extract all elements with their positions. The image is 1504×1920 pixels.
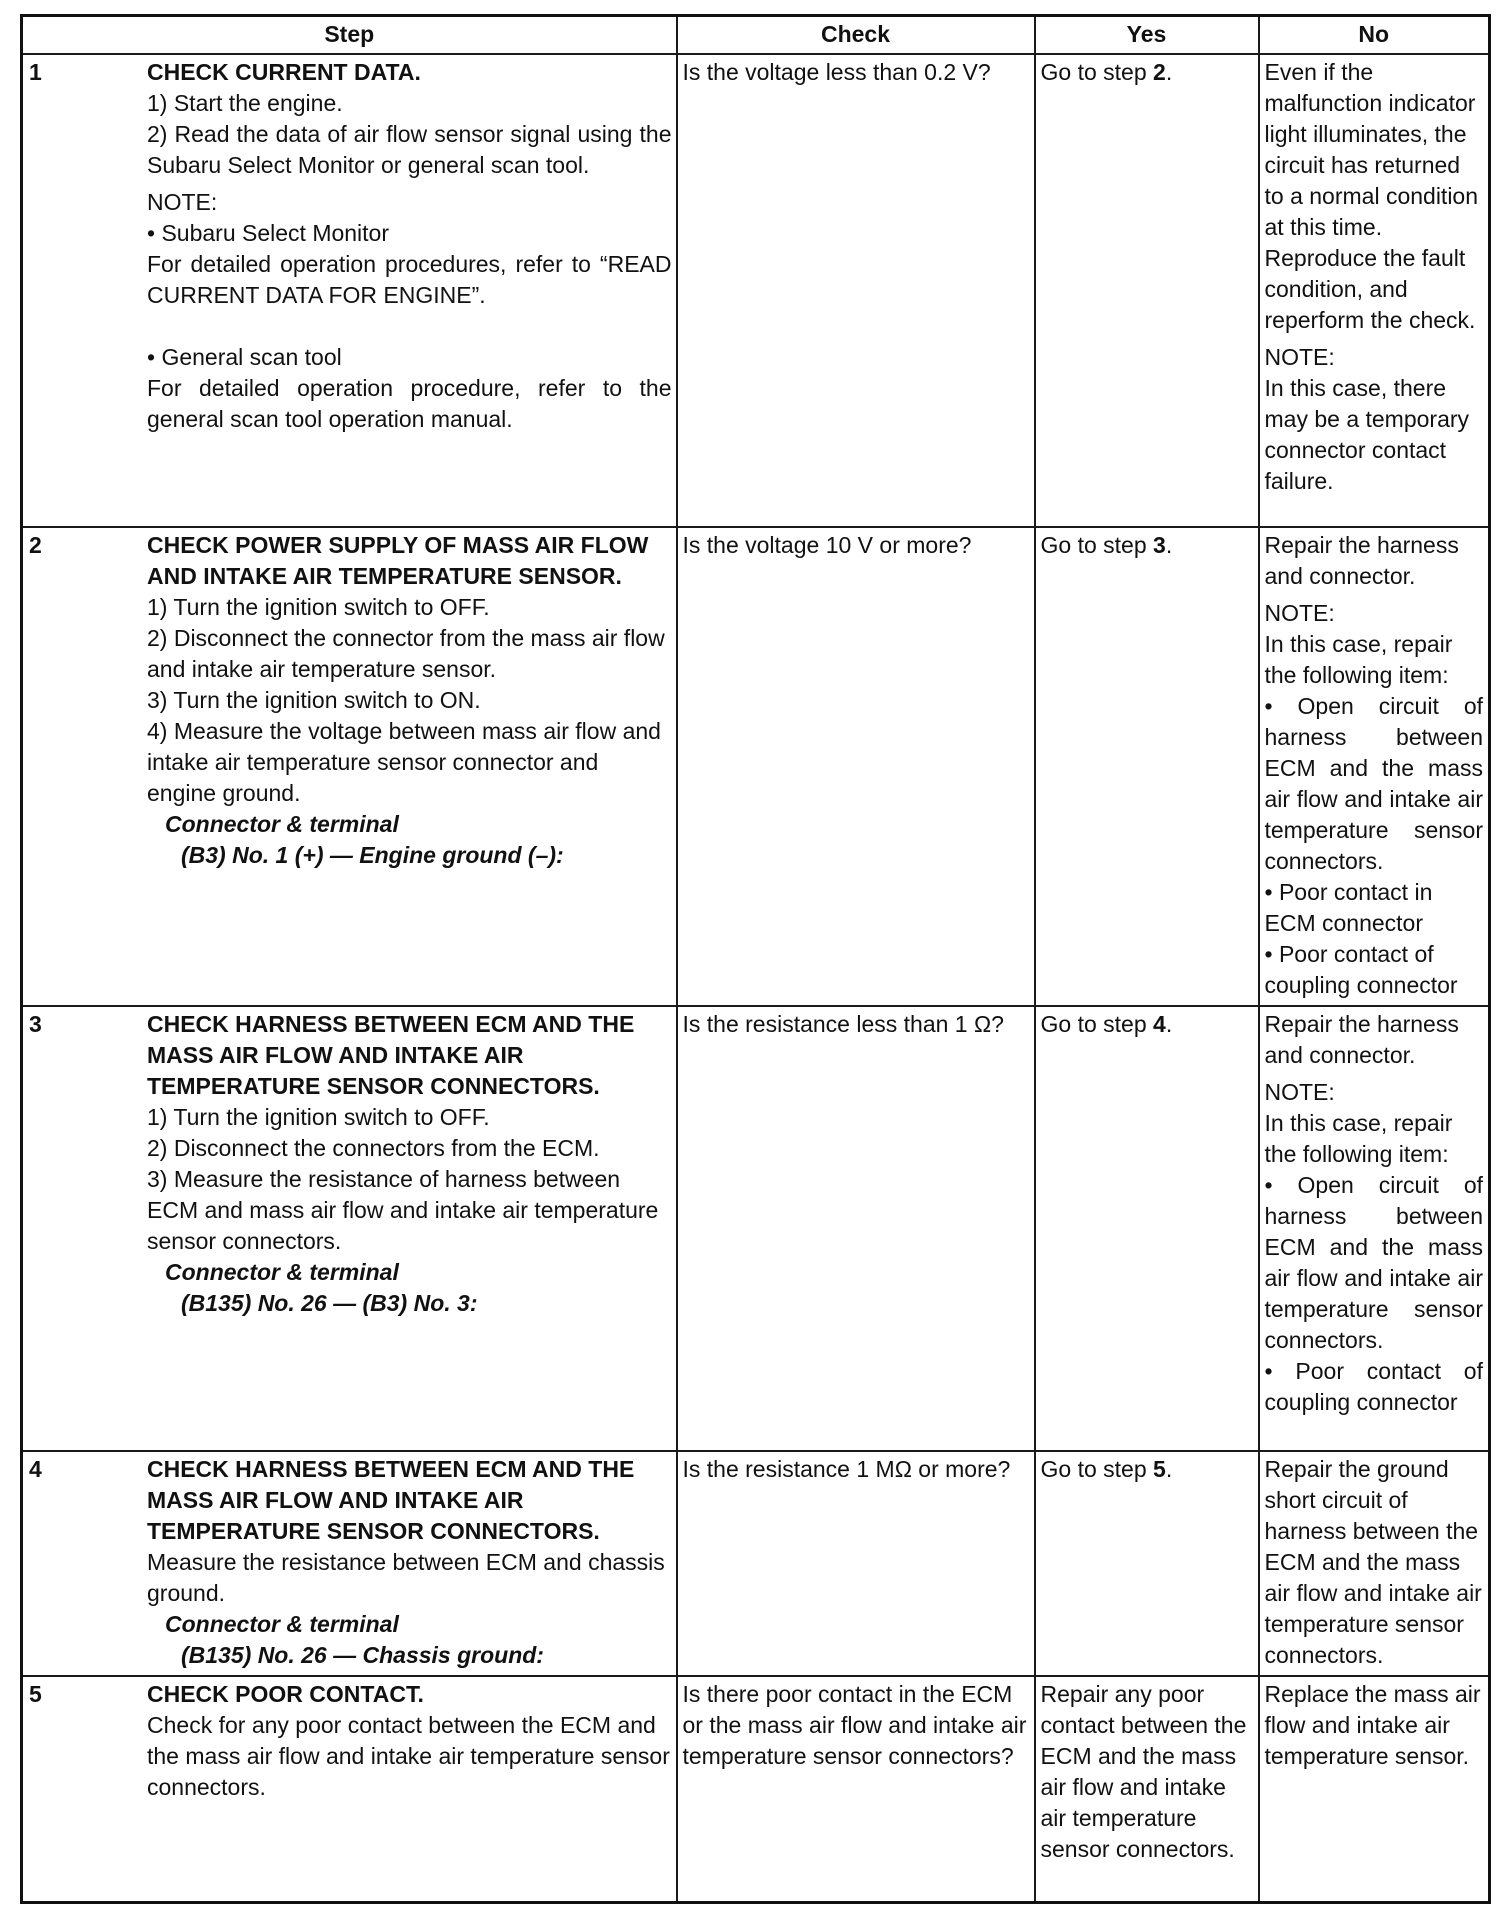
connector-label: Connector & terminal [165,811,399,837]
note-line: For detailed operation procedures, refer to “READ CURRENT DATA FOR ENGINE”. [147,251,672,308]
connector-value: (B135) No. 26 — (B3) No. 3: [181,1290,478,1316]
connector-label: Connector & terminal [165,1611,399,1637]
no-cell [1259,1006,1490,1451]
no-line: In this case, repair the following item: [1264,1110,1453,1167]
no-line: NOTE: [1264,344,1335,370]
step-title: CHECK CURRENT DATA. [147,59,421,85]
no-line: • Poor contact of coupling connector [1264,941,1458,998]
check-question: Is the voltage 10 V or more? [682,532,972,558]
no-line: • Open circuit of harness between ECM and the mass air flow and intake air temperature sensor connectors. [1264,1172,1483,1353]
step-cell [22,1451,677,1676]
step-number: 3 [29,1011,42,1037]
step-instruction: 1) Turn the ignition switch to OFF. [147,1104,490,1130]
yes-prefix: Go to step [1040,1456,1154,1482]
diagnostic-table [20,14,1491,1904]
no-cell [1259,1676,1490,1902]
header-no: No [1259,16,1490,55]
step-number: 2 [29,532,42,558]
step-title: CHECK POOR CONTACT. [147,1681,424,1707]
yes-text: Repair any poor contact between the ECM and the mass air flow and intake air temperature sensor connectors. [1040,1681,1247,1862]
yes-cell [1035,1676,1259,1902]
no-line: • Poor contact of coupling connector [1264,1358,1483,1415]
check-cell [677,1451,1035,1676]
table-row [22,1451,1490,1676]
step-instruction: 4) Measure the voltage between mass air flow and intake air temperature sensor connector and engine ground. [147,718,661,806]
step-instruction: 1) Turn the ignition switch to OFF. [147,594,490,620]
no-cell [1259,527,1490,1006]
no-cell [1259,1451,1490,1676]
yes-prefix: Go to step [1040,532,1154,558]
no-line: • Open circuit of harness between ECM and the mass air flow and intake air temperature sensor connectors. [1264,693,1483,874]
note-line: For detailed operation procedure, refer to the general scan tool operation manual. [147,375,672,432]
yes-step-ref: 5 [1153,1456,1166,1482]
table-row [22,527,1490,1006]
no-line: Replace the mass air flow and intake air temperature sensor. [1264,1681,1481,1769]
step-instruction: 2) Read the data of air flow sensor signal using the Subaru Select Monitor or general scan tool. [147,121,672,178]
yes-step-ref: 4 [1153,1011,1166,1037]
yes-step-ref: 3 [1153,532,1166,558]
check-cell [677,1006,1035,1451]
step-instruction: 2) Disconnect the connectors from the ECM. [147,1135,600,1161]
table-row [22,1006,1490,1451]
check-question: Is there poor contact in the ECM or the mass air flow and intake air temperature sensor connectors? [682,1681,1027,1769]
step-number: 5 [29,1681,42,1707]
step-title: CHECK HARNESS BETWEEN ECM AND THE MASS AIR FLOW AND INTAKE AIR TEMPERATURE SENSOR CONNECTORS. [147,1456,635,1544]
no-line: NOTE: [1264,1079,1335,1105]
yes-cell [1035,54,1259,527]
table-row [22,1676,1490,1902]
check-question: Is the voltage less than 0.2 V? [682,59,991,85]
note-line: • Subaru Select Monitor [147,220,390,246]
step-instruction: 1) Start the engine. [147,90,343,116]
check-cell [677,1676,1035,1902]
no-line: Even if the malfunction indicator light illuminates, the circuit has returned to a normal condition at this time. Reproduce the fault condition, and reperform the check. [1264,59,1479,333]
step-cell [22,54,677,527]
no-line: Repair the ground short circuit of harness between the ECM and the mass air flow and intake air temperature sensor connectors. [1264,1456,1482,1668]
header-step: Step [22,16,677,55]
check-question: Is the resistance 1 MΩ or more? [682,1456,1011,1482]
yes-cell [1035,1451,1259,1676]
step-title: CHECK HARNESS BETWEEN ECM AND THE MASS AIR FLOW AND INTAKE AIR TEMPERATURE SENSOR CONNECTORS. [147,1011,635,1099]
note-line: • General scan tool [147,344,342,370]
yes-step-ref: 2 [1153,59,1166,85]
step-instruction: 3) Turn the ignition switch to ON. [147,687,481,713]
table-row [22,54,1490,527]
yes-suffix: . [1165,1456,1173,1482]
no-cell [1259,54,1490,527]
header-yes: Yes [1035,16,1259,55]
step-instruction: Check for any poor contact between the ECM and the mass air flow and intake air temperature sensor connectors. [147,1712,670,1800]
step-number: 4 [29,1456,42,1482]
connector-value: (B3) No. 1 (+) — Engine ground (–): [181,842,564,868]
yes-prefix: Go to step [1040,59,1154,85]
yes-suffix: . [1165,59,1173,85]
step-instruction: 3) Measure the resistance of harness between ECM and mass air flow and intake air temperature sensor connectors. [147,1166,659,1254]
check-cell [677,54,1035,527]
check-question: Is the resistance less than 1 Ω? [682,1011,1004,1037]
step-cell [22,1676,677,1902]
yes-cell [1035,527,1259,1006]
connector-label: Connector & terminal [165,1259,399,1285]
step-cell [22,1006,677,1451]
step-cell [22,527,677,1006]
no-line: In this case, there may be a temporary connector contact failure. [1264,375,1470,494]
yes-prefix: Go to step [1040,1011,1154,1037]
header-check: Check [677,16,1035,55]
no-line: In this case, repair the following item: [1264,631,1453,688]
step-instruction: Measure the resistance between ECM and chassis ground. [147,1549,665,1606]
yes-suffix: . [1165,532,1173,558]
header-row [22,16,1490,55]
no-line: NOTE: [1264,600,1335,626]
no-line: Repair the harness and connector. [1264,532,1459,589]
check-cell [677,527,1035,1006]
no-line: Repair the harness and connector. [1264,1011,1459,1068]
yes-suffix: . [1165,1011,1173,1037]
step-title: CHECK POWER SUPPLY OF MASS AIR FLOW AND INTAKE AIR TEMPERATURE SENSOR. [147,532,649,589]
connector-value: (B135) No. 26 — Chassis ground: [181,1642,544,1668]
step-instruction: 2) Disconnect the connector from the mass air flow and intake air temperature sensor. [147,625,665,682]
step-number: 1 [29,59,42,85]
no-line: • Poor contact in ECM connector [1264,879,1433,936]
note-label: NOTE: [147,189,218,215]
yes-cell [1035,1006,1259,1451]
